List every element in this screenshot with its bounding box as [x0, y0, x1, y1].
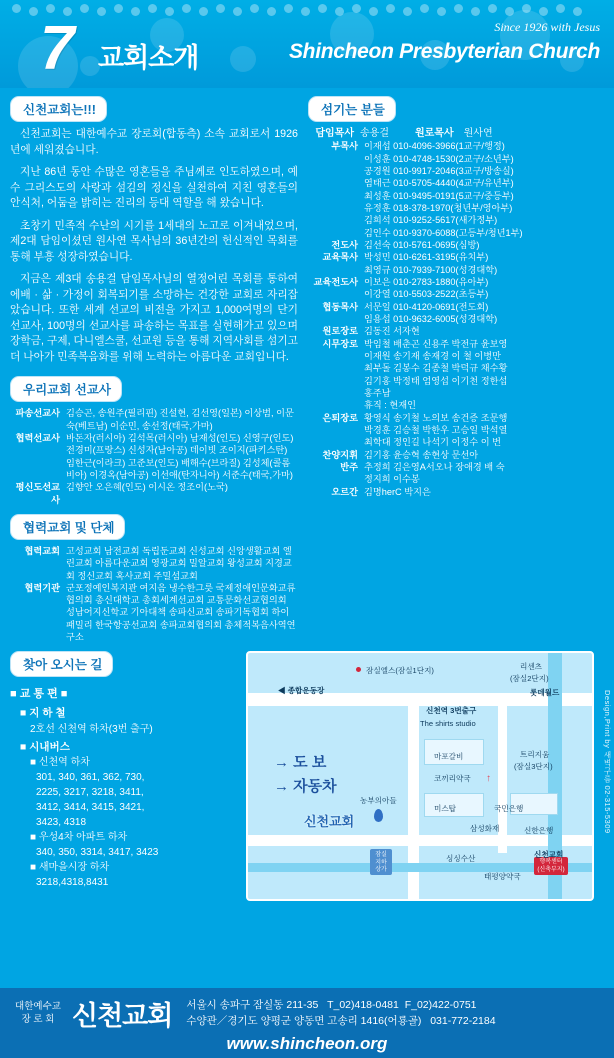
- info-row-label: 원로장로: [322, 326, 358, 337]
- info-row-label: 협동목사: [322, 301, 358, 312]
- info-row-line: 김희석 010-9252-5617(새가정부): [364, 215, 498, 226]
- senior-pastor-value: [360, 127, 596, 140]
- map-note-newbuilding: 행복센터 (신축부지): [534, 857, 568, 875]
- footer-address: [186, 998, 495, 1030]
- info-row-label: 시무장로: [322, 338, 358, 349]
- map-church-label: 신천교회: [304, 814, 355, 830]
- info-row-line: 박성민 010-6261-3195(유치부): [364, 252, 489, 263]
- map-label: 트리지움: [520, 750, 550, 760]
- footer-phone-1: T_02)418-0481: [327, 998, 399, 1011]
- info-row-line: 박임철 배춘곤 신용주 박전규 윤보영: [364, 338, 508, 349]
- info-row: [308, 486, 596, 498]
- info-row-value: [364, 338, 596, 412]
- info-row: [308, 140, 596, 239]
- info-row-value: 군포정예인복지관 여지음 냉수한그릇 국제정애인문화교류협의회 총신대학교 총회세계선교회 교통문화선교협의회 성남어지신학교 기아대책 송파신교회 송파기독협회 하이패밀리 한국항공선교회 송파교회협의회 총체적복음사역연구소: [66, 582, 296, 643]
- footer-fax-1: F_02)422-0751: [404, 998, 477, 1011]
- info-row-label: 은퇴장로: [322, 412, 358, 423]
- info-row-line: 이재원 송기재 송재경 이 철 이병만: [364, 350, 502, 361]
- cooperation-section-title: 협력교회 및 단체: [10, 514, 125, 540]
- info-row: [10, 407, 298, 432]
- info-row-value: [364, 239, 596, 251]
- info-row: [308, 251, 596, 276]
- map-label: 코끼리약국: [434, 774, 471, 784]
- content-area: [0, 88, 614, 988]
- info-row-line: 정지희 이수봉: [364, 474, 420, 485]
- map-label: (잠실3단지): [514, 762, 553, 772]
- footer-church-name: 신천교회: [72, 1001, 173, 1031]
- cooperation-list: [10, 545, 298, 644]
- bus-number-line: 3218,4318,8431: [36, 877, 109, 889]
- info-row-line: 이재섭 010-4096-3966(1교구/행정): [364, 141, 505, 152]
- intro-paragraph: 신천교회는 대한예수교 장로회(합동측) 소속 교회로서 1926년에 세워졌습니다.: [10, 128, 298, 156]
- bus-stop-name: ■ 우성4차 아파트 하차: [30, 832, 128, 844]
- info-row-line: 최성훈 010-9495-0191(5교구/중등부): [364, 190, 514, 201]
- info-row-value: [364, 449, 596, 461]
- info-row-line: 이보은 010-2783-1880(유아부): [364, 277, 489, 287]
- info-row: [308, 276, 596, 301]
- map-label: 싱싱수산: [446, 854, 476, 864]
- directions-text: [10, 651, 238, 901]
- info-row: [10, 481, 298, 506]
- info-row-value: [364, 412, 596, 449]
- servants-list: [308, 127, 596, 498]
- info-row-value: [364, 486, 596, 498]
- map-note-underground: 잠실 지하 상가: [370, 849, 392, 875]
- senior-pastor-label: 담임목사: [315, 128, 354, 139]
- info-row: [308, 461, 596, 486]
- info-row: [308, 449, 596, 461]
- missionaries-list: [10, 407, 298, 506]
- info-row-line: 이강열 010-5503-2522(초등부): [364, 289, 489, 300]
- directions-area: [10, 651, 604, 901]
- missionaries-section-title: 우리교회 선교사: [10, 376, 122, 402]
- info-row-value: 김향안 오은혜(인도) 이시온 정조이(노국): [66, 482, 228, 493]
- servants-section-title: 섬기는 분들: [308, 96, 396, 122]
- info-row-line: 유정훈 018-378-1970(청년부/영아부): [364, 203, 513, 214]
- left-column: [10, 96, 298, 645]
- info-row: [308, 412, 596, 449]
- info-row: [308, 301, 596, 326]
- bus-number-line: 3423, 4318: [36, 817, 87, 829]
- website-url[interactable]: www.shincheon.org: [226, 1034, 388, 1053]
- info-row-value: 김승곤, 송원주(필리핀) 진설현, 김선영(일본) 이상범, 이문숙(베트남) 이순민, 송선정(태국,가마): [66, 408, 294, 431]
- map-label: 신천역 3번출구: [426, 706, 477, 716]
- map-label: 태평양약국: [484, 872, 521, 882]
- map-label: ◀ 종합운동장: [278, 686, 325, 696]
- map-label: 미스탑: [434, 804, 457, 814]
- page-footer: [0, 988, 614, 1058]
- info-row-label: 찬양지휘: [322, 449, 358, 460]
- intro-section-title: 신천교회는!!!: [10, 96, 107, 122]
- map-road-horizontal-lower: [248, 835, 594, 846]
- info-row-line: 이성훈 010-4748-1530(2교구/소년부): [364, 153, 514, 164]
- info-row-line: 최학대 정인길 나석기 이정수 이 번: [364, 437, 502, 448]
- map-label: 삼성화재: [470, 824, 500, 834]
- bus-number-line: 301, 340, 361, 362, 730,: [36, 772, 145, 784]
- map-car-label: → 자동차: [274, 778, 337, 796]
- info-row-label: 협력기관: [24, 582, 60, 593]
- info-row-line: 임용섭 010-9632-6005(성경대학): [364, 313, 498, 324]
- emeritus-pastor-name: 원사연: [463, 128, 493, 139]
- info-row-label: 오르간: [331, 486, 358, 497]
- denomination-line1: 대한예수교: [15, 1000, 61, 1012]
- info-row-line: 김선숙 010-5761-0695(심방): [364, 240, 480, 251]
- info-row-value: [364, 461, 596, 486]
- map-pin-icon: [374, 809, 383, 822]
- info-row: [10, 545, 298, 582]
- bus-number-line: 340, 350, 3314, 3417, 3423: [36, 847, 159, 859]
- bus-number-line: 3412, 3414, 3415, 3421,: [36, 802, 145, 814]
- info-row-line: 추정희 김은영A서오나 장애경 배 숙: [364, 461, 505, 472]
- info-row: [308, 325, 596, 337]
- info-row-value: 바돈자(러시아) 김석목(러시아) 남재성(인도) 신영구(인도) 전경미(프랑스) 신성자(남아공) 데이빗 조이지(파키스탄) 임한근(이라크) 고준보(인도) 배해수(브라질) 김성체(콜롬비아) 이경옥(남아공) 이선애(탄자니아) 서준수(태국,가마): [66, 432, 294, 480]
- info-row-line: 황영식 송기철 노의보 송건증 조문행: [364, 412, 508, 423]
- map-label: 국민은행: [494, 804, 524, 814]
- right-column: [308, 96, 596, 645]
- subway-header: ■ 지 하 철: [20, 706, 66, 719]
- info-row-line: 최부돌 김봉수 김종철 박덕규 채수황: [364, 363, 508, 374]
- info-row-value: [364, 276, 596, 301]
- bus-number-line: 2225, 3217, 3218, 3411,: [36, 787, 144, 799]
- map-marker-dot: [356, 667, 361, 672]
- info-row-label: 교육목사: [322, 252, 358, 263]
- intro-paragraph: 지금은 제3대 송용걸 담임목사님의 열정어린 목회를 통하여 에배 · 삶 · 가정이 회복되기를 소망하는 건강한 교회로 자리잡았습니다. 또한 세계 선교의 비전을 가지고 1,000여명의 단기 선교사, 100명의 선교사를 파송하는 목표를 실현해가고 있으며 장학금, 구제, 다니엘스쿨, 선교원 등을 통해 지역사회를 섬기고 더 나아가 민족복음화를 위해 노력하는 아름다운 교회입니다.: [10, 273, 298, 363]
- emeritus-pastor-label: 원로목사: [414, 128, 454, 139]
- footer-address-1: 서울시 송파구 잠실동 211-35: [186, 998, 319, 1011]
- map-label: 신한은행: [524, 826, 554, 836]
- info-row-line: 김기홍 박정태 엄영섭 이기천 정한섭: [364, 375, 508, 386]
- map-road-vertical-right: [498, 693, 507, 853]
- map-label: 잠실엘스(잠실1단지): [366, 666, 434, 676]
- info-row: [10, 582, 298, 644]
- map-label: 리센츠: [520, 662, 543, 672]
- church-english-name: Shincheon Presbyterian Church: [288, 40, 600, 63]
- print-credit: Design,Print by 새벽구름 02-315-5309: [603, 690, 612, 834]
- info-row-label: 교육전도사: [313, 277, 358, 287]
- map-label: 농부의아들: [360, 796, 397, 806]
- servant-row-senior-pastor: [308, 127, 596, 140]
- intro-paragraph: 초창기 민족적 수난의 시기를 1세대의 노고로 이겨내었으며, 제2대 담임이셨던 원사연 목사님의 36년간의 헌신적인 목회를 통해 부흥 성장하였습니다.: [10, 219, 298, 263]
- subway-detail: 2호선 신천역 하차(3번 출구): [30, 723, 153, 735]
- senior-pastor-name: 송용걸: [360, 128, 389, 139]
- bus-stop-name: ■ 신천역 하차: [30, 757, 90, 769]
- map-arrow-up-icon: ↑: [486, 773, 491, 785]
- info-row-label: 협력선교사: [15, 432, 60, 443]
- info-row-line: 박경훈 김승철 박한우 고승일 박석열: [364, 424, 508, 435]
- info-row: [10, 432, 298, 481]
- info-row-label: 파송선교사: [15, 408, 60, 419]
- info-row-line: 염태근 010-5705-4440(4교구/유년부): [364, 178, 514, 189]
- traffic-header: ■ 교 통 편 ■: [10, 688, 68, 701]
- info-row: [308, 338, 596, 412]
- info-row-value: [364, 251, 596, 276]
- map-label: 신천교회: [534, 850, 564, 860]
- info-row: [308, 239, 596, 251]
- map-label: (잠실2단지): [510, 674, 549, 684]
- info-row-line: 김명herC 박지은: [364, 486, 431, 497]
- info-row-label: 부목사: [331, 141, 358, 152]
- since-text: Since 1926 with Jesus: [494, 20, 600, 34]
- denomination: [12, 1001, 64, 1027]
- bus-stop-name: ■ 새마을시장 하차: [30, 862, 110, 874]
- info-row-line: 공경원 010-9917-2046(3교구/방송실): [364, 166, 514, 177]
- info-row-label: 평신도선교사: [15, 482, 60, 505]
- info-row-line: 홍주남: [364, 387, 391, 398]
- info-row-label: 협력교회: [24, 545, 60, 556]
- footer-phone-2: 031-772-2184: [430, 1014, 496, 1027]
- page-header: [0, 0, 614, 88]
- map-label: The shirts studio: [420, 719, 476, 729]
- bus-header: ■ 시내버스: [20, 740, 70, 753]
- intro-paragraphs: [10, 127, 298, 365]
- info-row-value: 고성교회 남전교회 독립둔교회 신성교회 신앙생활교회 엘린교회 아름다운교회 영광교회 밀알교회 왕성교회 지경교회 정신교회 혹사교회 주밀섬교회: [66, 545, 292, 581]
- info-row-value: [364, 325, 596, 337]
- info-row-value: [364, 301, 596, 326]
- denomination-line2: 장 로 회: [21, 1013, 55, 1025]
- info-row-line: 김기홍 윤승혁 송현상 문선아: [364, 449, 479, 460]
- map-walk-label: → 도 보: [274, 754, 327, 772]
- info-row-line: 최영규 010-7939-7100(성경대학): [364, 264, 498, 275]
- info-row-line: 서문일 010-4120-0691(전도회): [364, 301, 489, 312]
- map-label: 마포갈비: [434, 752, 464, 762]
- footer-address-2: 수양관／경기도 양평군 양동면 고송리 1416(어룡골): [186, 1014, 422, 1027]
- info-row-label: 전도사: [331, 240, 358, 251]
- info-row-line: 휴직 : 현재인: [364, 400, 417, 411]
- intro-paragraph: 지난 86년 동안 수많은 영혼들을 주님께로 인도하였으며, 예수 그리스도의 사랑과 섬김의 정신을 실천하여 지친 영혼들의 안식처, 어둠을 밝히는 진리의 등대 역할을 해 왔습니다.: [10, 166, 298, 210]
- info-row-line: 김인수 010-9370-6088(고등부/청년1부): [364, 227, 523, 238]
- info-row-value: [364, 140, 596, 239]
- location-map[interactable]: [246, 651, 594, 901]
- page-title: 교회소개: [98, 43, 199, 73]
- info-row-line: 김동진 서자현: [364, 326, 420, 337]
- section-number: 7: [40, 14, 75, 83]
- map-label: 롯데월드: [530, 688, 560, 698]
- info-row-label: 반주: [340, 461, 358, 472]
- directions-section-title: 찾아 오시는 길: [10, 651, 113, 677]
